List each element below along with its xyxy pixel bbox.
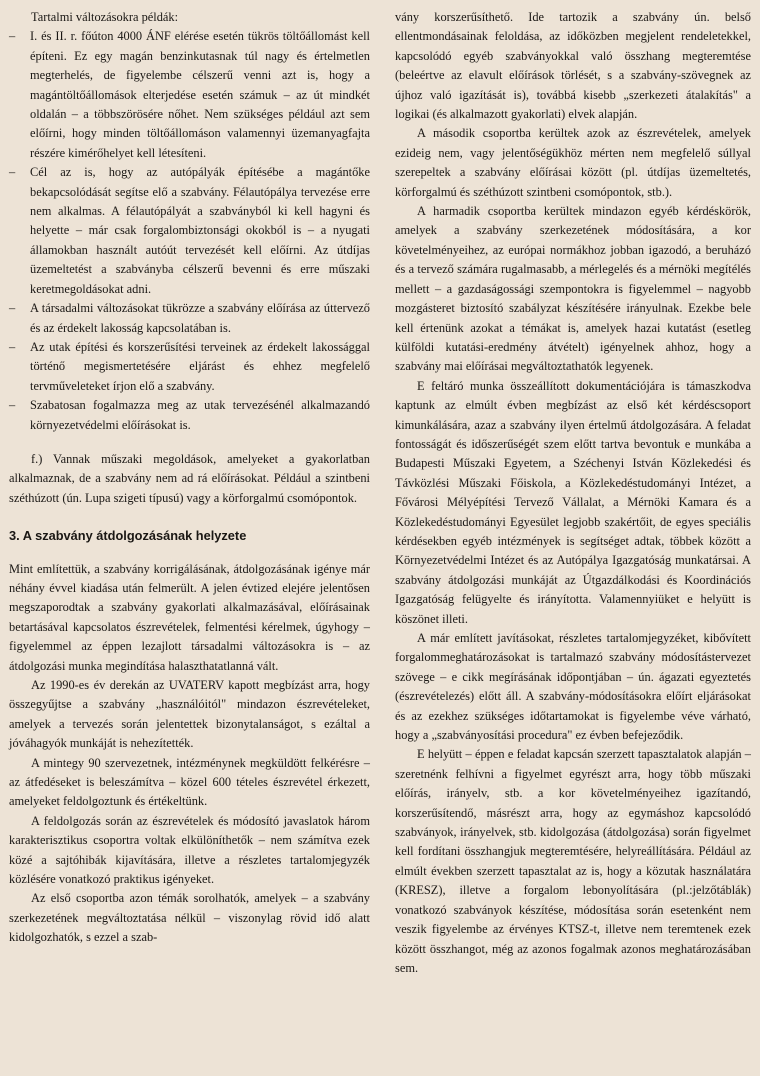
- body-paragraph: A harmadik csoportba kerültek mindazon egyéb kérdéskörök, amelyek a szabvány szerkezetének módosítására, a kor követelményeihez, az európai normákhoz jobban igazodó, a beruházó és a tervező számára rugalmasabb, a mérlegelés és a mérnöki megítélés mellett – a gazdaságossági szempontokra is figyelemmel – nagyobb mozgásteret biztosító szabályzat készítésére irányulnak. Ezekbe bele kell értenünk azokat a témákat is, amelyek hazai kutatást (esetleg külföldi kutatási-eredmény átvételt) igényelnek ahhoz, hogy a szabvány mai előírásai megváltoztathatók legyenek.: [395, 204, 751, 374]
- section-heading: 3. A szabvány átdolgozásának helyzete: [9, 528, 247, 544]
- body-paragraph: Mint említettük, a szabvány korrigálásának, átdolgozásának igénye már néhány évvel kiadása után felmerült. A jelen évtized elejére jelentősen megszaporodtak a szabvány gyakorlati alkalmazásával, előírásainak betartásával kapcsolatos észrevételek, felmentési kérelmek, úgyhogy – figyelemmel az éppen lezajlott társadalmi változásokra is – az átdolgozási munka megindítása halaszthatatlanná vált.: [9, 561, 370, 673]
- body-paragraph: A feldolgozás során az észrevételek és módosító javaslatok három karakterisztikus csoportra voltak elkülöníthetők – nem számítva ezek közé a sajtóhibák kijavítására, illetve a részletes tartalomjegyzék közlésére vonatkozó praktikus igényeket.: [9, 813, 370, 887]
- body-paragraph: A már említett javításokat, részletes tartalomjegyzéket, kibővített forgalommeghatározásokat is tartalmazó szabvány módosítástervezet szövege – e cikk megírásának időpontjában – ún. ágazati egyeztetés (észrevételezés) előtt áll. A szabvány-módosításokra előírt eljárásokat és az ezekhez szükséges időtartamokat is figyelembe véve várható, hogy a „szabványosítási procedura" ez évben befejeződik.: [395, 631, 751, 743]
- body-paragraph: Az 1990-es év derekán az UVATERV kapott megbízást arra, hogy összegyűjtse a szabvány „használóitól" mindazon észrevételeket, amelyek a tervezés során jelentettek bizonytalanságot, s ezáltal a jóváhagyók munkáját is nehezítették.: [9, 678, 370, 751]
- left-column: [9, 8, 370, 948]
- body-paragraph: Az első csoportba azon témák sorolhatók, amelyek – a szabvány szerkezetének megváltoztatása nélkül – viszonylag rövid idő alatt kidolgozhatók, s ezzel a szab-: [9, 891, 370, 945]
- list-item: – A társadalmi változásokat tükrözze a szabvány előírása az úttervező és az érdekelt lakosság kapcsolatában is.: [9, 299, 370, 338]
- body-paragraph: A mintegy 90 szervezetnek, intézménynek megküldött felkérésre – az átfedéseket is beleszámítva – közel 600 tételes észrevétel érkezett, amelyeket feldolgoztunk és értékeltünk.: [9, 755, 370, 809]
- list-item: – Az utak építési és korszerűsítési terveinek az érdekelt lakossággal történő megismertetésére eljárást és ehhez megfelelő tervműveleteket írjon elő a szabvány.: [9, 338, 370, 396]
- body-paragraph: E feltáró munka összeállított dokumentációjára is támaszkodva kaptunk az elmúlt évben megbízást az első két kérdéscsoport kimunkálására, azaz a szabvány ilyen értelmű átdolgozására. A feladat fontosságát és időszerűségét szem előtt tartva bevontuk e munkába a Budapesti Műszaki Egyetem, a Széchenyi István Közlekedési és Távközlési Műszaki Főiskola, a Közlekedéstudományi Intézet, a Fővárosi Mélyépítési Tervező Vállalat, a Mérnöki Kamara és a Közlekedéstudományi Egyesület legjobb szakértőit, de egyes speciális kérdésekben egyéb intézmények is segítséget adtak, többek között a Környezetvédelmi Intézet és az Autópálya Igazgatóság munkatársai. A szabvány átdolgozási munkáját az Útgazdálkodási és Koordinációs Igazgatóság felügyelte és irányította. Valamennyiüket e helyütt is köszönet illeti.: [395, 378, 751, 626]
- item-f-paragraph: f.) Vannak műszaki megoldások, amelyeket a gyakorlatban alkalmaznak, de a szabvány nem ad rá előírásokat. Például a szintbeni széthúzott (ún. Lupa szigeti típusú) vagy a körforgalmú csomópontok.: [9, 451, 370, 505]
- body-paragraph: vány korszerűsíthető. Ide tartozik a szabvány ún. belső ellentmondásainak feloldása, az időközben megjelent rendeletekkel, kapcsolódó egyéb szabványokkal való összhang megteremtése (beleértve az elavult előírások törlését, s a szabvány-szövegnek az újhoz való igazítását is), továbbá kisebb „szerkezeti átalakítás" a logikai (és alkalmazott gyakorlati) elvek alapján.: [395, 10, 751, 122]
- body-paragraph: E helyütt – éppen e feladat kapcsán szerzett tapasztalatok alapján – szeretnénk felhívni a figyelmet egyrészt arra, hogy több műszaki előírás, irányelv, stb. a kor követelményeihez igazítandó, korszerűsítendő, másrészt arra, hogy az egymáshoz kapcsolódó szabványok, irányelvek, stb. kidolgozása (átdolgozása) során figyelmet kell fordítani összhangjuk megteremtésére, helyreállítására. Például az elmúlt években szerzett tapasztalat az is, hogy a közutak használatára (KRESZ), illetve a forgalom lebonyolítására (pl.:jelzőtáblák) vonatkozó szabványok készítése, módosítása során esetenként nem veszik figyelembe az érvényes KTSZ-t, illetve nem teremtenek ezek között összhangot, még az azonos fogalmak azonos meghatározásában sem.: [395, 747, 751, 975]
- list-item: – Cél az is, hogy az autópályák építésébe a magántőke bekapcsolódását segítse elő a szabvány. Félautópálya tervezése erre nem alkalmas. A félautópályát a szabványból ki kell hagyni és helyette – már csak forgalombiztonsági okokból is – a nyugati államokban használt autóút tervezését kell előírni. Az útdíjas üzemeltetést a szabványba célszerű bevenni és erre műszaki keretmegoldásokat adni.: [9, 163, 370, 299]
- list-item: – I. és II. r. főúton 4000 ÁNF elérése esetén tükrös töltőállomást kell építeni. Ez egy magán benzinkutasnak túl nagy és értelmetlen megterhelés, de figyelembe célszerű venni azt is, hogy a magántöltőállomások elterjedése esetén számuk – az út mindkét oldalán – a többszörösére nőhet. Nem szükséges például azt sem előírni, hogy minden töltőállomáson valamennyi üzemanyagfajta részére kimérőhelyet kell létesíteni.: [9, 27, 370, 163]
- body-paragraph: A második csoportba kerültek azok az észrevételek, amelyek ezideig nem, vagy jelentőségükhöz mérten nem megfelelő súllyal szerepeltek a szabvány előírásai között (pl. útdíjas üzemeltetés, körforgalmú és széthúzott szintbeni csomópontok, stb.).: [395, 126, 751, 199]
- list-item: – Szabatosan fogalmazza meg az utak tervezésénél alkalmazandó környezetvédelmi előírásokat is.: [9, 396, 370, 435]
- right-column: [395, 8, 751, 978]
- examples-intro: Tartalmi változásokra példák:: [31, 10, 179, 24]
- examples-list: [9, 27, 370, 435]
